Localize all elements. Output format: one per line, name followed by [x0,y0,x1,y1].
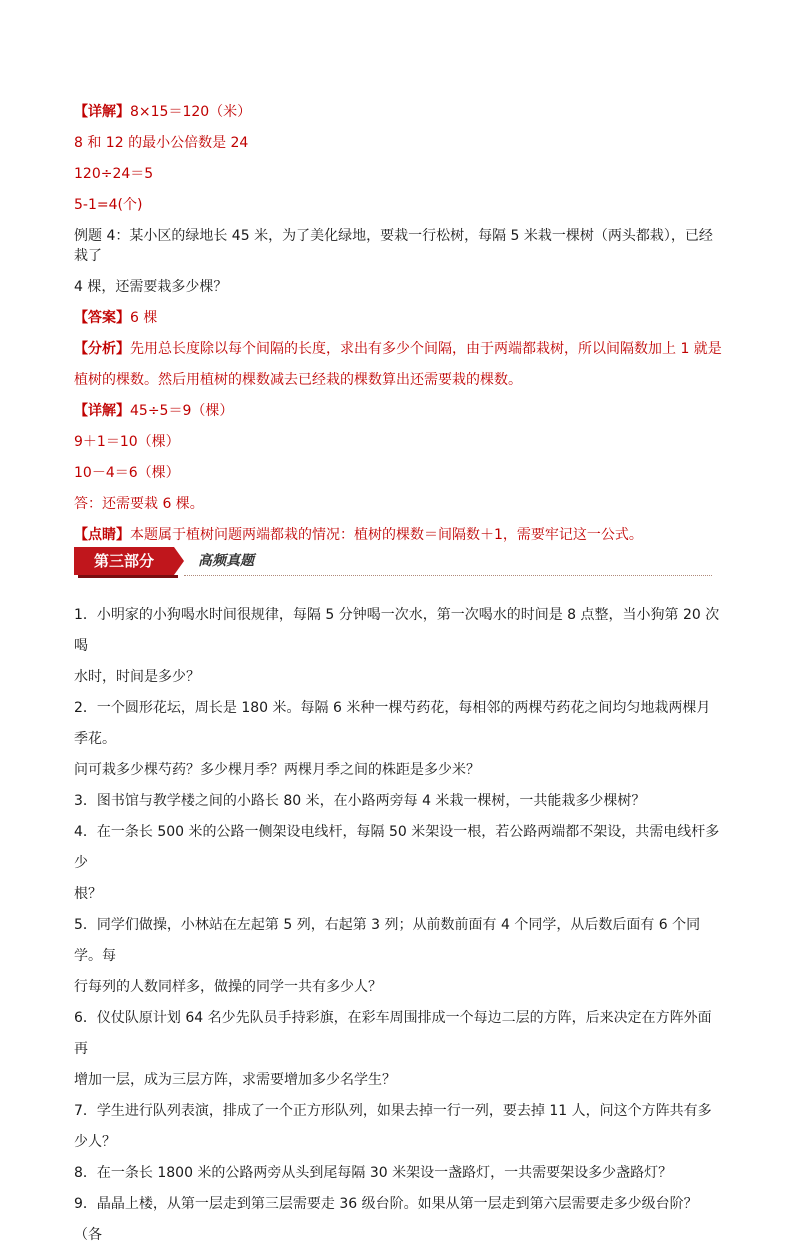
example4-detail-line1 [74,401,722,421]
analysis-text: 先用总长度除以每个间隔的长度，求出有多少个间隔，由于两端都栽树，所以间隔数加上 1 就是 [130,341,722,357]
answer-tag: 【答案】 [74,310,130,326]
section-banner-arrow [174,547,184,575]
question-item: 5．同学们做操，小林站在左起第 5 列，右起第 3 列；从前数前面有 4 个同学，从后数后面有 6 个同学。每 [74,917,701,964]
detail-tag: 【详解】 [74,403,130,419]
question-item-cont: 根？ [74,886,102,902]
question-item: 6．仪仗队原计划 64 名少先队员手持彩旗，在彩车周围排成一个每边二层的方阵，后来决定在方阵外面再 [74,1010,712,1057]
example3-detail-line2: 8 和 12 的最小公倍数是 24 [74,135,249,151]
question-list [74,600,722,1251]
section-banner-shadow [78,575,178,578]
remark-tag: 【点睛】 [74,527,130,543]
answer-text: 6 棵 [130,310,158,326]
detail-tag: 【详解】 [74,104,130,120]
question-item: 4．在一条长 500 米的公路一侧架设电线杆，每隔 50 米架设一根，若公路两端都不架设，共需电线杆多少 [74,824,720,871]
question-item-cont: 水时，时间是多少？ [74,669,200,685]
question-item: 3．图书馆与教学楼之间的小路长 80 米，在小路两旁每 4 米栽一棵树，一共能栽多少棵树？ [74,793,646,809]
example4-question-line1: 例题 4：某小区的绿地长 45 米，为了美化绿地，要栽一行松树，每隔 5 米栽一棵树（两头都栽），已经栽了 [74,228,713,264]
section-divider [184,575,712,576]
remark-text: 本题属于植树问题两端都栽的情况：植树的棵数＝间隔数＋1，需要牢记这一公式。 [130,527,643,543]
question-item: 1．小明家的小狗喝水时间很规律，每隔 5 分钟喝一次水，第一次喝水的时间是 8 点整，当小狗第 20 次喝 [74,607,720,654]
question-item-cont: 行每列的人数同样多，做操的同学一共有多少人？ [74,979,382,995]
question-item: 7．学生进行队列表演，排成了一个正方形队列，如果去掉一行一列，要去掉 11 人，问这个方阵共有多少人？ [74,1103,712,1150]
example3-detail-line3: 120÷24＝5 [74,166,154,182]
section-subtitle: 高频真题 [198,553,254,569]
example4-analysis-line2: 植树的棵数。然后用植树的棵数减去已经栽的棵数算出还需要栽的棵数。 [74,372,522,388]
example4-answer [74,308,722,328]
question-item: 9．晶晶上楼，从第一层走到第三层需要走 36 级台阶。如果从第一层走到第六层需要走多少级台阶？（各 [74,1196,698,1243]
question-item: 2．一个圆形花坛，周长是 180 米。每隔 6 米种一棵芍药花，每相邻的两棵芍药花之间均匀地栽两棵月季花。 [74,700,711,747]
example3-detail-line4: 5-1=4(个) [74,197,143,213]
example3-detail-line1 [74,102,722,122]
example4-remark [74,525,722,545]
section-banner: 第三部分 [74,547,174,575]
example4-detail-line2: 9＋1＝10（棵） [74,434,180,450]
worked-examples [74,102,722,545]
detail-text: 45÷5＝9（棵） [130,403,234,419]
example4-question-line2: 4 棵，还需要栽多少棵？ [74,279,228,295]
analysis-tag: 【分析】 [74,341,130,357]
question-item: 8．在一条长 1800 米的公路两旁从头到尾每隔 30 米架设一盏路灯，一共需要架设多少盏路灯？ [74,1165,673,1181]
section-header [74,547,712,577]
example4-analysis-line1 [74,339,722,359]
example4-conclusion: 答：还需要栽 6 棵。 [74,496,204,512]
detail-text: 8×15＝120（米） [130,104,252,120]
question-item-cont: 问可栽多少棵芍药？多少棵月季？两棵月季之间的株距是多少米？ [74,762,480,778]
question-item-cont: 增加一层，成为三层方阵，求需要增加多少名学生？ [74,1072,396,1088]
example4-detail-line3: 10－4＝6（棵） [74,465,180,481]
